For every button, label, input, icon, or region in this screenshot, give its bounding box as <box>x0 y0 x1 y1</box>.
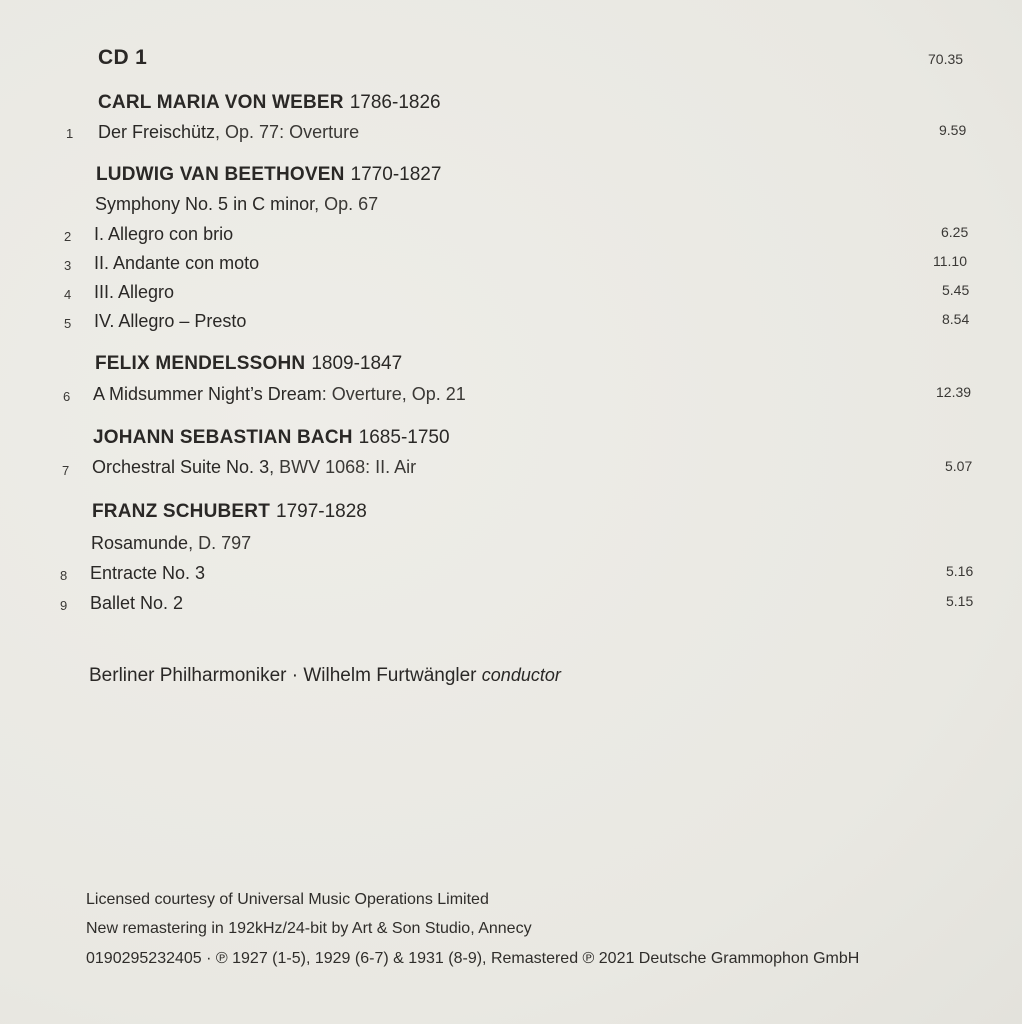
work-detail: , BWV 1068: II. Air <box>269 457 417 477</box>
work-name: Der Freischütz <box>98 122 216 142</box>
work-title <box>92 457 416 478</box>
track-number: 1 <box>66 126 74 141</box>
composer-years: 1797-1828 <box>276 501 367 522</box>
track-duration: 5.07 <box>945 458 973 474</box>
remastering-credit: New remastering in 192kHz/24-bit by Art & Son Studio, Annecy <box>86 920 532 937</box>
composer-heading <box>96 164 441 186</box>
track-number: 4 <box>64 287 72 302</box>
license-credit: Licensed courtesy of Universal Music Operations Limited <box>86 891 489 908</box>
track-duration: 5.15 <box>946 593 974 609</box>
work-detail: , Op. 67 <box>314 194 379 214</box>
composer-years: 1770-1827 <box>350 164 442 185</box>
work-title <box>98 122 359 143</box>
composer-heading <box>98 92 441 114</box>
composer-name: JOHANN SEBASTIAN BACH <box>93 427 353 448</box>
composer-heading <box>95 353 402 375</box>
track-number: 8 <box>60 568 68 583</box>
track-number: 7 <box>62 463 70 478</box>
track-duration: 5.45 <box>942 282 970 298</box>
track-number: 9 <box>60 598 68 613</box>
track-duration: 8.54 <box>942 311 970 327</box>
track-title: Ballet No. 2 <box>90 593 184 613</box>
performers-line <box>89 665 561 687</box>
work-name: A Midsummer Night’s Dream <box>93 384 322 404</box>
composer-name: CARL MARIA VON WEBER <box>98 92 344 113</box>
composer-heading <box>92 501 367 523</box>
catalog-copyright: 0190295232405 · ℗ 1927 (1-5), 1929 (6-7) & 1931 (8-9), Remastered ℗ 2021 Deutsche Grammophon GmbH <box>86 950 860 967</box>
work-name: Symphony No. 5 in C minor <box>95 194 315 214</box>
composer-years: 1809-1847 <box>311 353 403 374</box>
disc-label: CD 1 <box>98 46 148 69</box>
work-name: Orchestral Suite No. 3 <box>92 457 270 477</box>
conductor-role: conductor <box>481 665 561 685</box>
track-title: Entracte No. 3 <box>90 563 206 583</box>
composer-years: 1685-1750 <box>358 427 450 448</box>
track-duration: 5.16 <box>946 563 974 579</box>
composer-name: FELIX MENDELSSOHN <box>95 353 306 374</box>
work-detail: , Op. 77: Overture <box>215 122 360 142</box>
track-title: IV. Allegro – Presto <box>94 311 247 331</box>
track-title: III. Allegro <box>94 282 175 302</box>
work-title <box>91 533 251 554</box>
composer-years: 1786-1826 <box>349 92 441 113</box>
track-duration: 6.25 <box>941 224 969 240</box>
track-number: 6 <box>63 389 71 404</box>
track-number: 3 <box>64 258 72 273</box>
track-number: 5 <box>64 316 72 331</box>
work-detail: , D. 797 <box>188 533 252 553</box>
work-detail: : Overture, Op. 21 <box>321 384 466 404</box>
track-number: 2 <box>64 229 72 244</box>
track-title: II. Andante con moto <box>94 253 260 273</box>
track-duration: 11.10 <box>933 253 967 269</box>
track-duration: 9.59 <box>939 122 967 138</box>
track-duration: 12.39 <box>936 384 972 400</box>
disc-total-duration: 70.35 <box>928 51 964 67</box>
work-title <box>93 384 466 405</box>
separator-dot: · <box>291 665 299 686</box>
orchestra-name: Berliner Philharmoniker <box>89 665 287 686</box>
composer-name: FRANZ SCHUBERT <box>92 501 271 522</box>
composer-heading <box>93 427 450 449</box>
track-title: I. Allegro con brio <box>94 224 234 244</box>
work-title <box>95 194 378 215</box>
work-name: Rosamunde <box>91 533 189 553</box>
conductor-name: Wilhelm Furtwängler <box>303 665 477 686</box>
composer-name: LUDWIG VAN BEETHOVEN <box>96 164 345 185</box>
